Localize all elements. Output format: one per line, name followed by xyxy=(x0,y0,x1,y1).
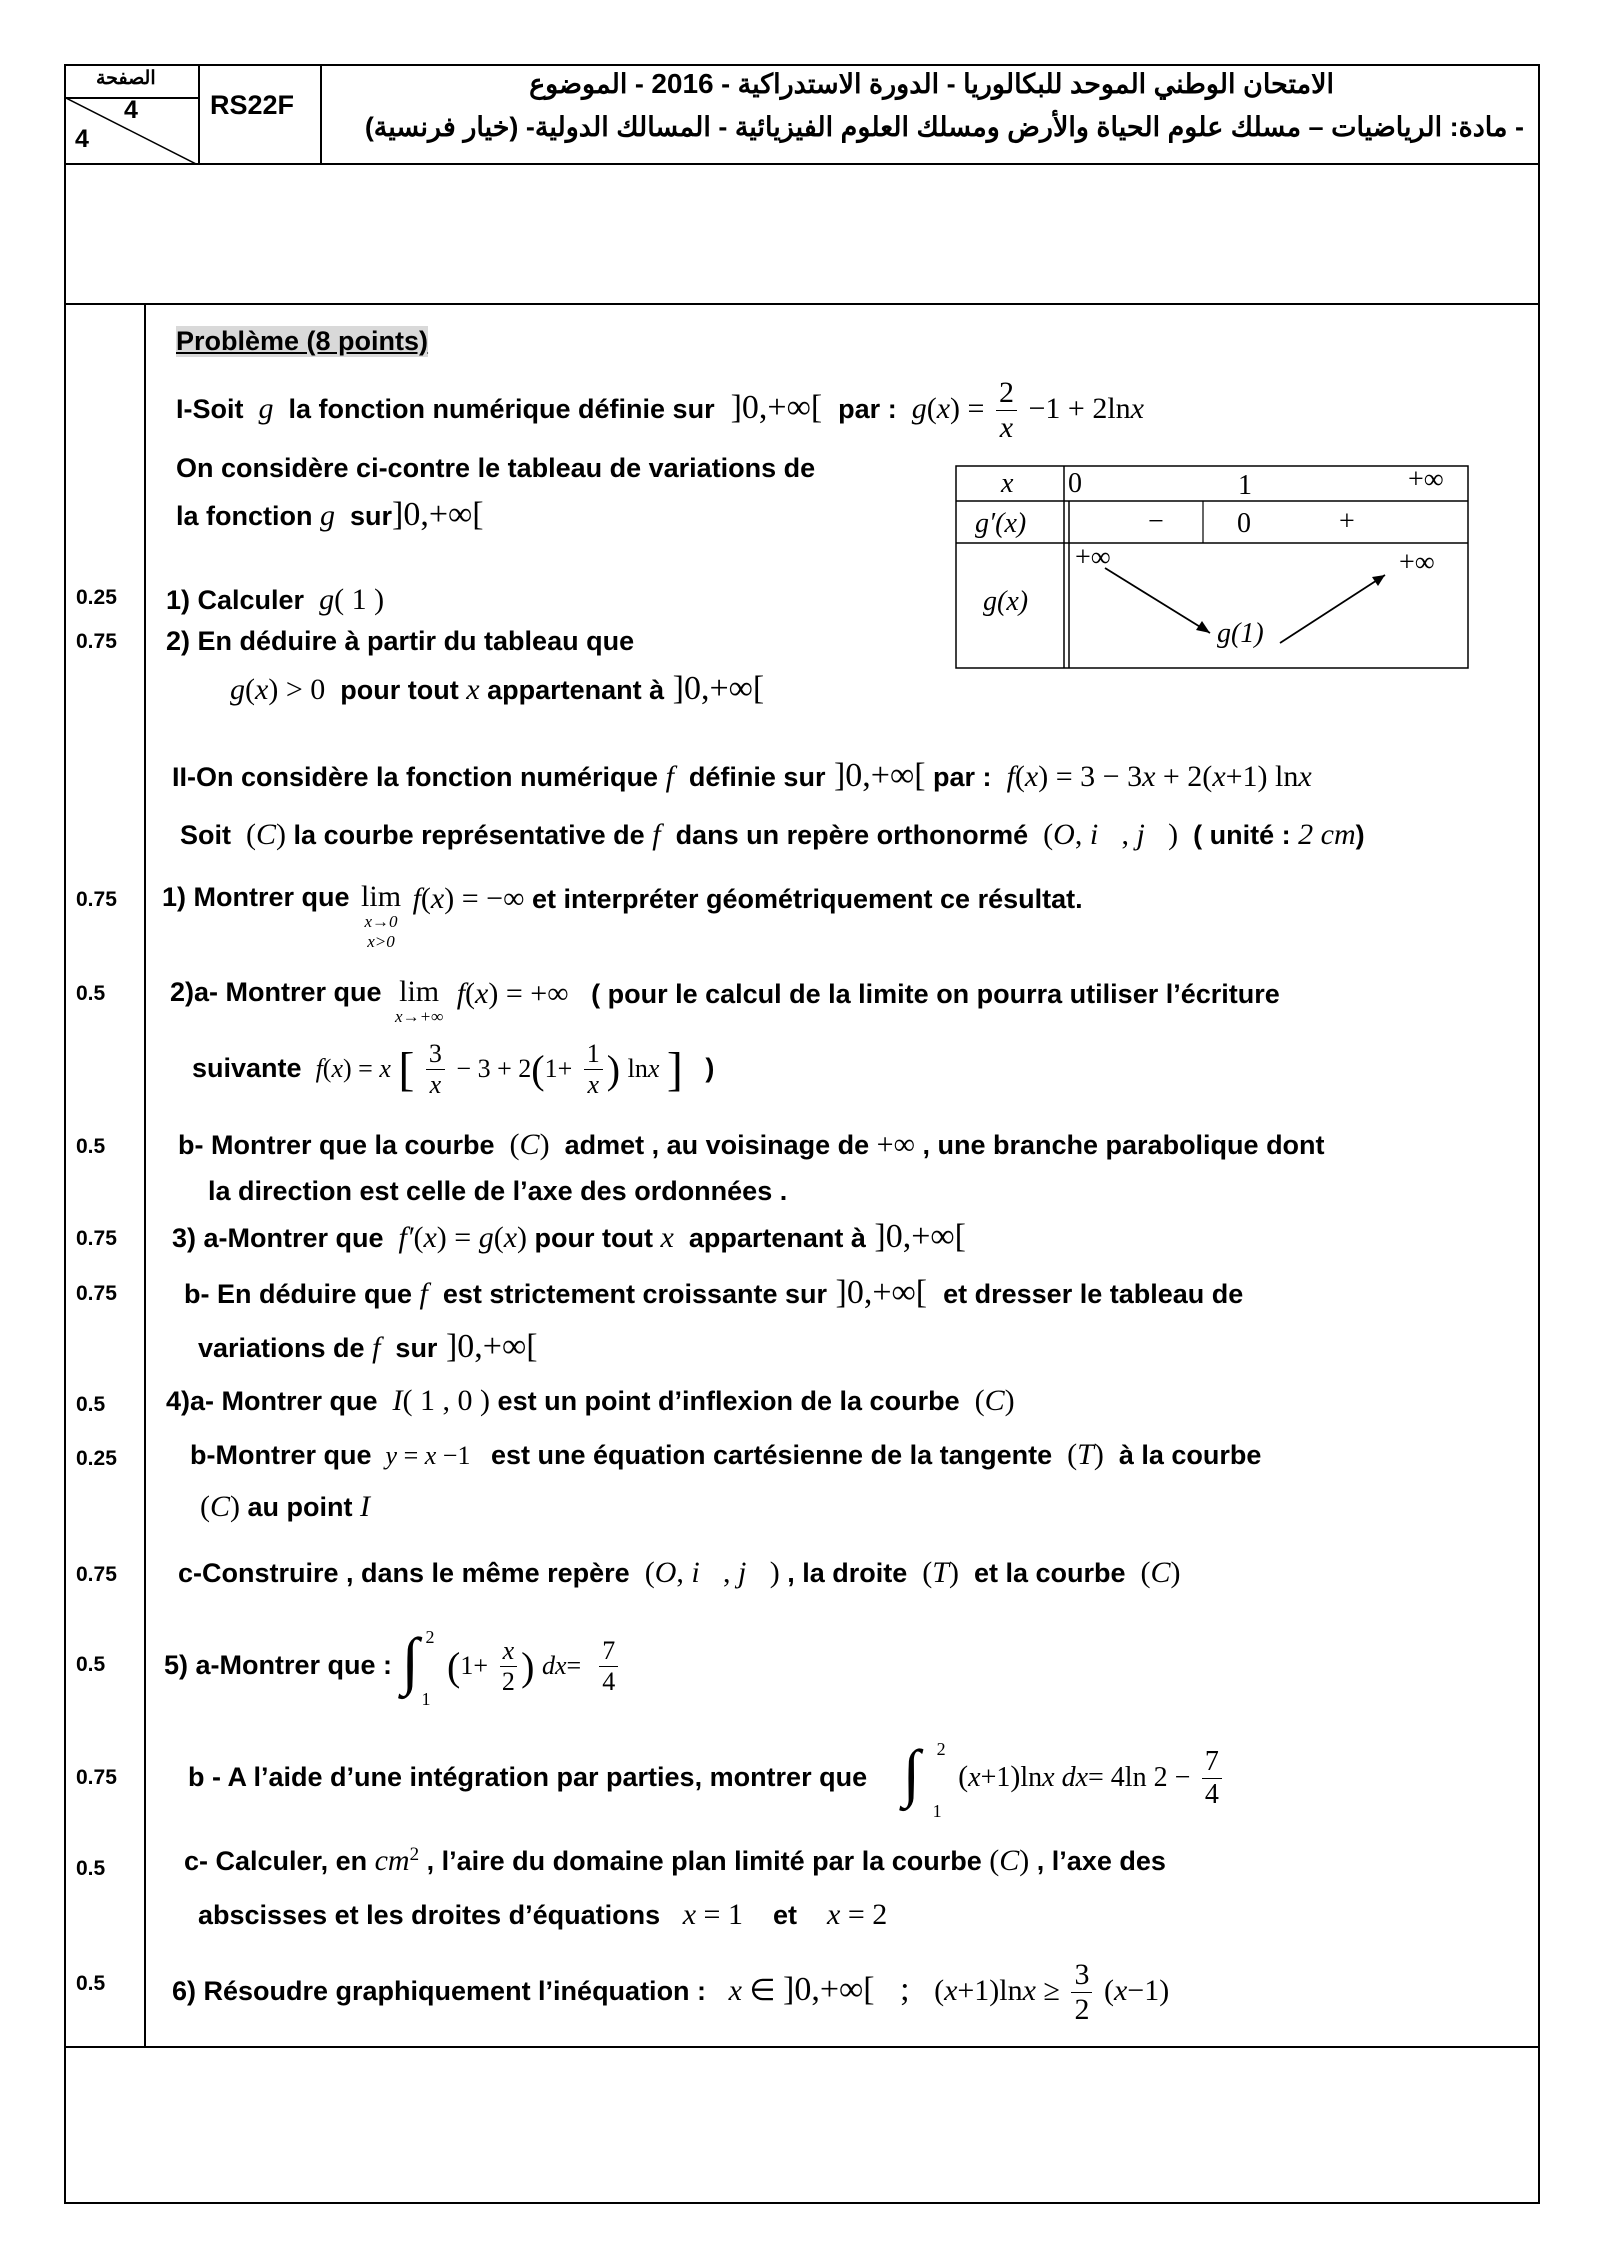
curve-definition: Soit (C) la courbe représentative de f dans un repère orthonormé (O, i⃗, j⃗) ( unité : 2 cm) xyxy=(180,818,1365,851)
q3b-increasing-cont: variations de f sur ]0,+∞[ xyxy=(198,1328,538,1365)
points-value: 0.5 xyxy=(76,1653,106,1676)
q3b-increasing: b- En déduire que f est strictement croissante sur ]0,+∞[ et dresser le tableau de xyxy=(184,1274,1244,1311)
consider-line-1: On considère ci-contre le tableau de variations de xyxy=(176,453,816,483)
part1-definition: I-Soit g la fonction numérique définie sur ]0,+∞[ par : g(x) = $\frac{2}{x}$ −1 + 2lnx xyxy=(176,375,1144,445)
q4b-tangent-cont: (C) au point I xyxy=(200,1490,371,1523)
points-value: 0.5 xyxy=(76,1393,106,1416)
points-value: 0.75 xyxy=(76,1282,117,1305)
q2a-limit-inf: 2)a- Montrer que lim x→+∞ f(x) = +∞ ( pour le calcul de la limite on pourra utiliser l’écriture xyxy=(170,975,1280,1026)
problem-title: Problème (8 points) xyxy=(176,326,429,356)
q5a-integral: 5) a-Montrer que : ∫ 2 1 (1+ $\frac{x}{2}$ ) dx= $\frac{7}{4}$ xyxy=(164,1620,622,1712)
points-value: 0.75 xyxy=(76,888,117,911)
q5c-area: c- Calculer, en $cm^2$ , l’aire du domaine plan limité par la courbe (C) , l’axe des xyxy=(184,1844,1166,1877)
part2-definition: II-On considère la fonction numérique f définie sur ]0,+∞[ par : f(x) = 3 − 3x + 2(x+1) lnx xyxy=(172,757,1312,794)
table-gprime-minus: − xyxy=(1148,506,1164,537)
table-g-label: g(x) xyxy=(983,586,1029,617)
page-total: 4 xyxy=(75,125,89,153)
header-bottom-line xyxy=(64,163,1540,165)
table-x-plus-inf: +∞ xyxy=(1408,464,1444,495)
table-x-label: x xyxy=(1001,468,1014,499)
points-value: 0.5 xyxy=(76,982,106,1005)
q1-limit-zero: 1) Montrer que lim x→0 x>0 f(x) = −∞ et interpréter géométriquement ce résultat. xyxy=(162,880,1083,952)
header-title: الامتحان الوطني الموحد للبكالوريا - الدورة الاستدراكية - 2016 - الموضوع xyxy=(529,68,1334,99)
points-value: 0.5 xyxy=(76,1135,106,1158)
table-gprime-zero: 0 xyxy=(1237,508,1251,539)
table-g-plus-inf-left: +∞ xyxy=(1075,542,1111,573)
points-value: 0.75 xyxy=(76,1766,117,1789)
header-subject: - مادة: الرياضيات – مسلك علوم الحياة والأرض ومسلك العلوم الفيزيائية - المسالك الدولية- (خيار فرنسية) xyxy=(364,112,1524,142)
q3a-derivative: 3) a-Montrer que f′(x) = g(x) pour tout x appartenant à ]0,+∞[ xyxy=(172,1218,966,1255)
header-divider-2 xyxy=(320,64,322,165)
points-value: 0.75 xyxy=(76,1563,117,1586)
points-value: 0.5 xyxy=(76,1972,106,1995)
page-number: 4 xyxy=(124,96,138,124)
q2-deduce-cont: g(x) > 0 pour tout x appartenant à ]0,+∞[ xyxy=(230,670,765,707)
q4a-inflexion: 4)a- Montrer que I( 1 , 0 ) est un point d’inflexion de la courbe (C) xyxy=(166,1384,1015,1417)
q4b-tangent: b-Montrer que y = x −1 est une équation cartésienne de la tangente (T) à la courbe xyxy=(190,1438,1262,1471)
q5b-integration-by-parts: b - A l’aide d’une intégration par parties, montrer que ∫ 2 1 (x+1)lnx dx= 4ln 2 − $\frac{7}{4}$ xyxy=(188,1732,1226,1824)
points-value: 0.75 xyxy=(76,630,117,653)
table-g-min: g(1) xyxy=(1217,618,1264,649)
points-value: 0.25 xyxy=(76,586,117,609)
q5c-area-cont: abscisses et les droites d’équations x = 1 et x = 2 xyxy=(198,1898,888,1931)
q2b-parabolic-cont: la direction est celle de l’axe des ordonnées . xyxy=(208,1176,788,1206)
q1-calculate: 1) Calculer g( 1 ) xyxy=(166,583,385,616)
table-gprime-plus: + xyxy=(1339,506,1355,537)
q6-inequation: 6) Résoudre graphiquement l’inéquation : x ∈ ]0,+∞[ ; (x+1)lnx ≥ $\frac{3}{2}$ (x−1) xyxy=(172,1957,1170,2027)
variation-table xyxy=(955,465,1470,669)
table-x-one: 1 xyxy=(1238,470,1252,501)
points-value: 0.75 xyxy=(76,1227,117,1250)
points-value: 0.5 xyxy=(76,1857,106,1880)
points-value: 0.25 xyxy=(76,1447,117,1470)
page-label: الصفحة xyxy=(96,68,156,89)
q2b-parabolic: b- Montrer que la courbe (C) admet , au voisinage de +∞ , une branche parabolique dont xyxy=(178,1128,1325,1161)
q2a-rewrite: suivante f(x) = x [ $\frac{3}{x}$ − 3 + 2(1+ $\frac{1}{x}$ ) lnx ] ) xyxy=(192,1039,715,1100)
table-gprime-label: g′(x) xyxy=(975,508,1027,539)
consider-line-2: la fonction g sur]0,+∞[ xyxy=(176,496,484,533)
table-x-zero: 0 xyxy=(1068,468,1082,499)
table-g-plus-inf-right: +∞ xyxy=(1399,547,1435,578)
header-divider-1 xyxy=(198,64,200,165)
points-column-line xyxy=(144,303,146,2048)
q2-deduce: 2) En déduire à partir du tableau que xyxy=(166,626,635,656)
content-top-line xyxy=(64,303,1540,305)
q4c-construct: c-Construire , dans le même repère (O, i⃗, j⃗) , la droite (T) et la courbe (C) xyxy=(178,1556,1181,1589)
content-bottom-line xyxy=(64,2046,1540,2048)
exam-code: RS22F xyxy=(210,90,295,120)
